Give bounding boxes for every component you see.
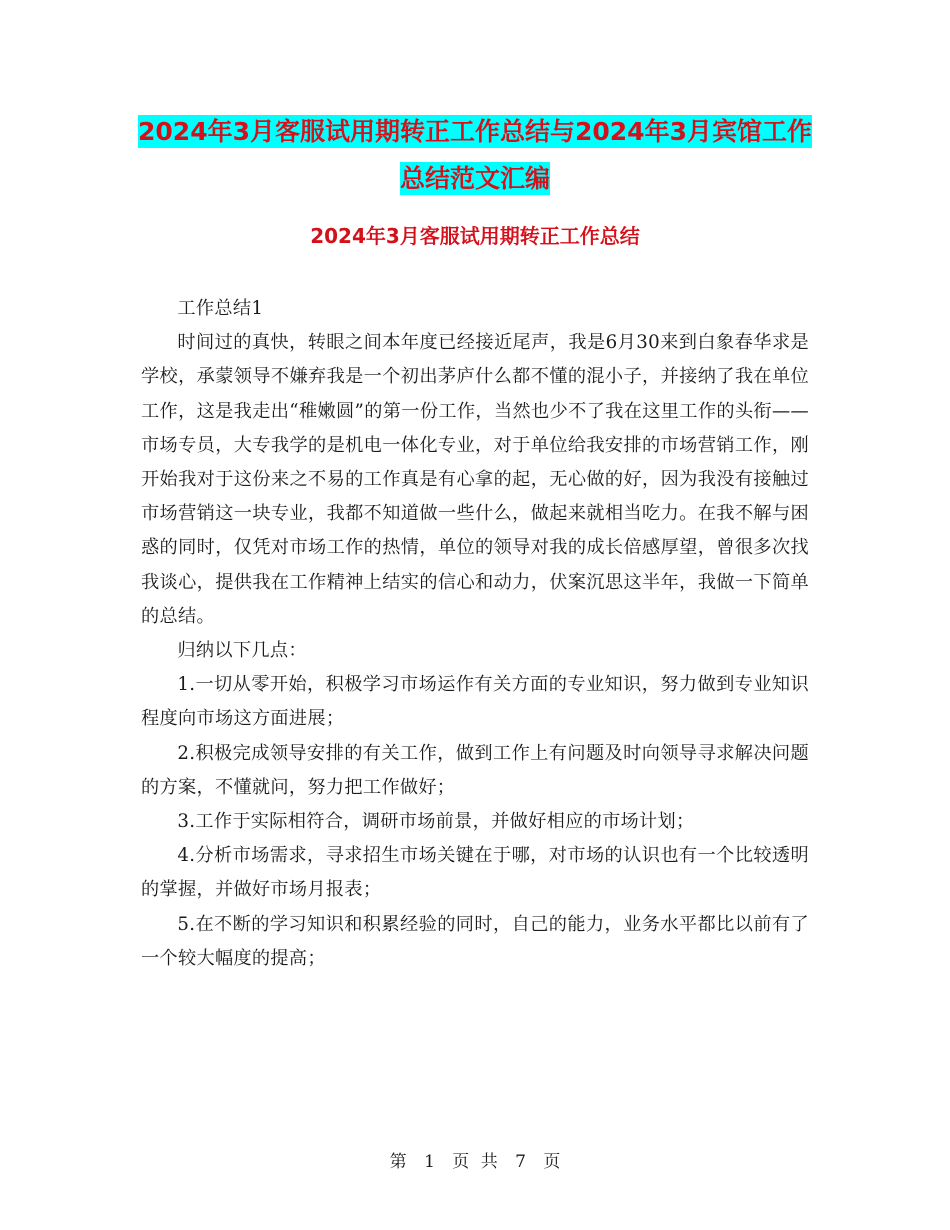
list-item: 1.一切从零开始，积极学习市场运作有关方面的专业知识，努力做到专业知识程度向市场这方面进展； bbox=[141, 674, 809, 730]
section-title: 2024年3月客服试用期转正工作总结 bbox=[310, 224, 640, 248]
footer-suffix: 页 bbox=[543, 1152, 561, 1172]
paragraph-list-intro: 归纳以下几点： bbox=[177, 640, 307, 662]
list-item: 5.在不断的学习知识和积累经验的同时，自己的能力，业务水平都比以前有了一个较大幅度的提高； bbox=[141, 913, 809, 969]
document-title bbox=[130, 108, 820, 202]
list-item: 3.工作于实际相符合，调研市场前景，并做好相应的市场计划； bbox=[177, 811, 695, 833]
paragraph: 时间过的真快，转眼之间本年度已经接近尾声，我是6月30来到白象春华求是学校，承蒙领导不嫌弃我是一个初出茅庐什么都不懂的混小子，并接纳了我在单位工作，这是我走出“稚嫩圆”的第一份工作，当然也少不了我在这里工作的头衔——市场专员，大专我学的是机电一体化专业，对于单位给我安排的市场营销工作，刚开始我对于这份来之不易的工作真是有心拿的起，无心做的好，因为我没有接触过市场营销这一块专业，我都不知道做一些什么，做起来就相当吃力。在我不解与困惑的同时，仅凭对市场工作的热情，单位的领导对我的成长倍感厚望，曾很多次找我谈心，提供我在工作精神上结实的信心和动力，伏案沉思这半年，我做一下简单的总结。 bbox=[141, 332, 809, 627]
list-item: 4.分析市场需求，寻求招生市场关键在于哪，对市场的认识也有一个比较透明的掌握，并做好市场月报表； bbox=[141, 845, 809, 901]
paragraph-heading: 工作总结1 bbox=[177, 298, 264, 319]
list-item: 2.积极完成领导安排的有关工作，做到工作上有问题及时向领导寻求解决问题的方案，不懂就问，努力把工作做好； bbox=[141, 742, 809, 798]
footer-mid: 页 共 bbox=[452, 1152, 498, 1172]
footer-prefix: 第 bbox=[389, 1152, 407, 1172]
document-title-text: 2024年3月客服试用期转正工作总结与2024年3月宾馆工作总结范文汇编 bbox=[138, 117, 812, 193]
footer-current-page: 1 bbox=[424, 1152, 435, 1172]
document-body bbox=[141, 292, 809, 976]
footer-total-pages: 7 bbox=[515, 1152, 526, 1172]
page-footer bbox=[0, 1150, 950, 1174]
